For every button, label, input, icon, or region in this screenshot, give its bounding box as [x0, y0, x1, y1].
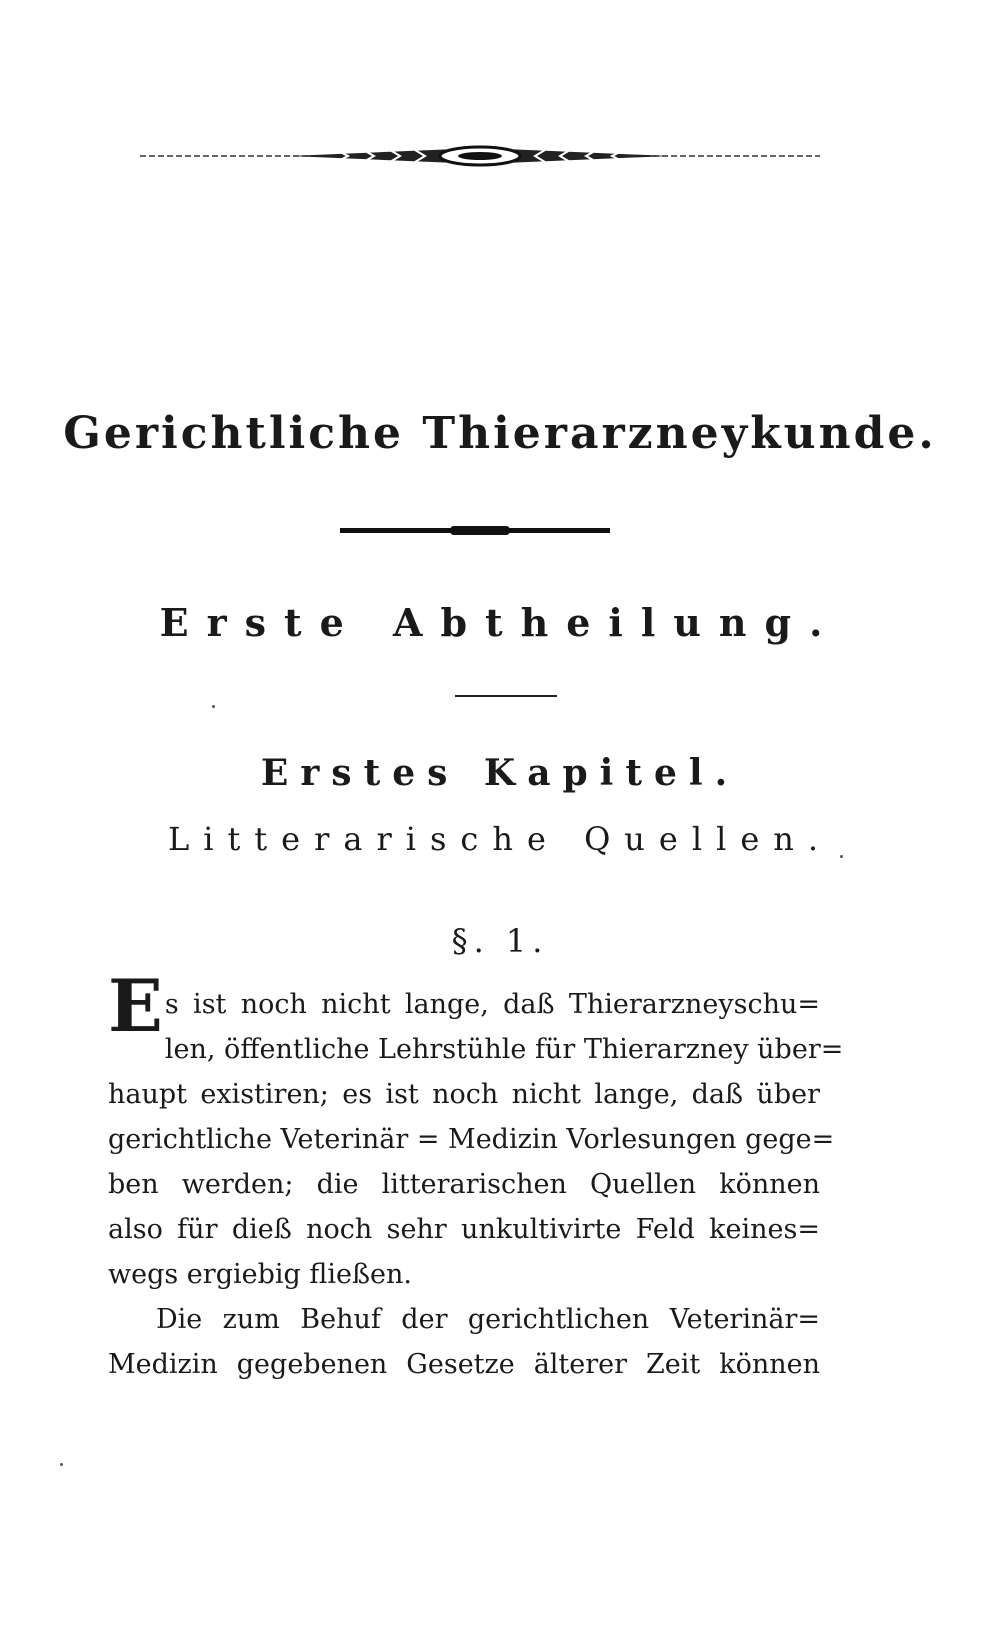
text-line: gerichtliche Veterinär = Medizin Vorlesungen gege=	[108, 1124, 835, 1155]
text-line: Medizin gegebenen Gesetze älterer Zeit können	[108, 1349, 820, 1380]
text-line: wegs ergiebig fließen.	[108, 1259, 412, 1290]
title-divider	[340, 528, 610, 533]
body-text	[108, 963, 844, 1387]
paper-speck	[60, 1463, 63, 1466]
text-line: Die zum Behuf der gerichtlichen Veterinär=	[156, 1304, 820, 1335]
text-line: ben werden; die litterarischen Quellen können	[108, 1169, 820, 1200]
division-divider	[455, 695, 557, 697]
text-line: len, öffentliche Lehrstühle für Thierarzney über=	[164, 1034, 844, 1065]
paragraph-2	[108, 1297, 820, 1387]
text-line: haupt existiren; es ist noch nicht lange, daß über	[108, 1079, 820, 1110]
text-line: s ist noch nicht lange, daß Thierarzneyschu=	[164, 989, 820, 1020]
text-line: also für dieß noch sehr unkultivirte Feld keines=	[108, 1214, 820, 1245]
paragraph-1	[108, 963, 844, 1297]
paper-speck	[212, 705, 215, 708]
section-mark: §. 1.	[451, 922, 549, 960]
drop-cap-initial: E	[108, 963, 163, 1048]
book-title: Gerichtliche Thierarzneykunde.	[63, 408, 937, 459]
paper-speck	[840, 855, 843, 858]
ornamental-header-rule	[140, 136, 820, 176]
division-heading: Erste Abtheilung.	[159, 600, 841, 645]
chapter-subtitle: Litterarische Quellen.	[167, 820, 833, 858]
chapter-heading: Erstes Kapitel.	[260, 752, 740, 794]
